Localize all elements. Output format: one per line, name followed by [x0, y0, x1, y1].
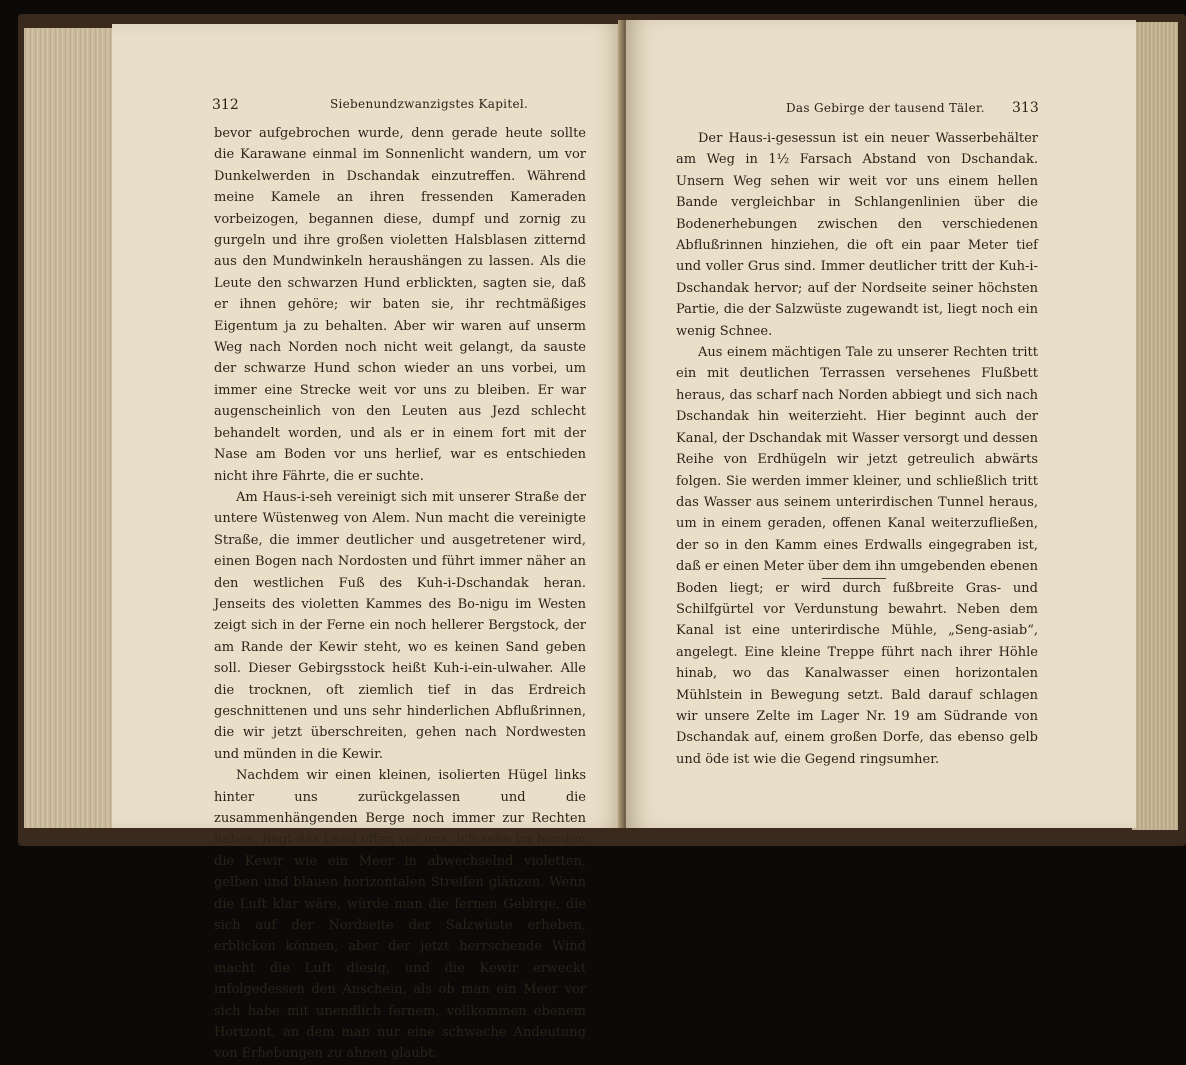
page-number-right: 313 — [1012, 100, 1039, 116]
page-edges-left — [24, 28, 116, 828]
right-page — [626, 20, 1136, 828]
right-page-body — [676, 128, 1038, 770]
paragraph: Am Haus-i-seh vereinigt sich mit unserer Straße der untere Wüstenweg von Alem. Nun macht die vereinigte Straße, die immer deutlicher und ausgetretener wird, einen Bogen nach Nordosten und führt immer näher an den westlichen Fuß des Kuh-i-Dschandak heran. Jenseits des violetten Kammes des Bo-nigu im Westen zeigt sich in der Ferne ein noch hellerer Bergstock, der am Rande der Kewir steht, wo es keinen Sand geben soll. Dieser Gebirgsstock heißt Kuh-i-ein-ulwaher. Alle die trocknen, oft ziemlich tief in das Erdreich geschnittenen und uns sehr hinderlichen Abflußrinnen, die wir jetzt überschreiten, gehen nach Nordwesten und münden in die Kewir. — [214, 489, 586, 762]
page-number-left: 312 — [212, 97, 239, 113]
left-page — [112, 24, 624, 1062]
left-page-body — [214, 123, 586, 1065]
running-head-left: Siebenundzwanzigstes Kapitel. — [330, 97, 529, 111]
paragraph: Nachdem wir einen kleinen, isolierten Hügel links hinter uns zurückgelassen und die zusammenhängenden Berge noch immer zur Rechten haben, liegt das Land offen vor uns. Ich sehe im Norden die Kewir wie ein Meer in abwechselnd violetten, gelben und blauen horizontalen Streifen glänzen. Wenn die Luft klar wäre, würde man die fernen Gebirge, die sich auf der Nordseite der Salzwüste erheben, erblicken können, aber der jetzt herrschende Wind macht die Luft diesig, und die Kewir erweckt infolgedessen den Anschein, als ob man ein Meer vor sich habe mit unendlich fernem, vollkommen ebenem Horizont, an dem man nur eine schwache Andeutung von Erhebungen zu ahnen glaubt. — [214, 768, 586, 1062]
end-rule — [822, 578, 886, 579]
paragraph: Der Haus-i-gesessun ist ein neuer Wasserbehälter am Weg in 1½ Farsach Abstand von Dschandak. Unsern Weg sehen wir weit vor uns einem hellen Bande vergleichbar in Schlangenlinien über die Bodenerhebungen zwischen den verschiedenen Abflußrinnen hinziehen, die oft ein paar Meter tief und voller Grus sind. Immer deutlicher tritt der Kuh-i-Dschandak hervor; auf der Nordseite seiner höchsten Partie, die der Salzwüste zugewandt ist, liegt noch ein wenig Schnee. — [676, 131, 1038, 339]
running-head-right: Das Gebirge der tausend Täler. — [786, 101, 985, 115]
paragraph: bevor aufgebrochen wurde, denn gerade heute sollte die Karawane einmal im Sonnenlicht wandern, um vor Dunkelwerden in Dschandak einzutreffen. Während meine Kamele an ihren fressenden Kameraden vorbeizogen, begannen diese, dumpf und zornig zu gurgeln und ihre großen violetten Halsblasen zitternd aus den Mundwinkeln heraushängen zu lassen. Als die Leute den schwarzen Hund erblickten, sagten sie, daß er ihnen gehöre; wir baten sie, ihr rechtmäßiges Eigentum ja zu behalten. Aber wir waren auf unserm Weg nach Norden noch nicht weit gelangt, da sauste der schwarze Hund schon wieder an uns vorbei, um immer eine Strecke weit vor uns zu bleiben. Er war augenscheinlich von den Leuten aus Jezd schlecht behandelt worden, und als er in einem fort mit der Nase am Boden vor uns herlief, war es entschieden nicht ihre Fährte, die er suchte. — [214, 126, 586, 484]
paragraph: Aus einem mächtigen Tale zu unserer Rechten tritt ein mit deutlichen Terrassen versehenes Flußbett heraus, das scharf nach Norden abbiegt und sich nach Dschandak hin weiterzieht. Hier beginnt auch der Kanal, der Dschandak mit Wasser versorgt und dessen Reihe von Erdhügeln wir jetzt getreulich abwärts folgen. Sie werden immer kleiner, und schließlich tritt das Wasser aus seinem unterirdischen Tunnel heraus, um in einem geraden, offenen Kanal weiterzufließen, der so in den Kamm eines Erdwalls eingegraben ist, daß er einen Meter über dem ihn umgebenden ebenen Boden liegt; er wird durch fußbreite Gras- und Schilfgürtel vor Verdunstung bewahrt. Neben dem Kanal ist eine unterirdische Mühle, „Seng-asiab“, angelegt. Eine kleine Treppe führt nach ihrer Höhle hinab, wo das Kanalwasser einen horizontalen Mühlstein in Bewegung setzt. Bald darauf schlagen wir unsere Zelte im Lager Nr. 19 am Südrande von Dschandak auf, einem großen Dorfe, das ebenso gelb und öde ist wie die Gegend ringsumher. — [676, 345, 1038, 767]
page-edges-right — [1132, 22, 1178, 830]
